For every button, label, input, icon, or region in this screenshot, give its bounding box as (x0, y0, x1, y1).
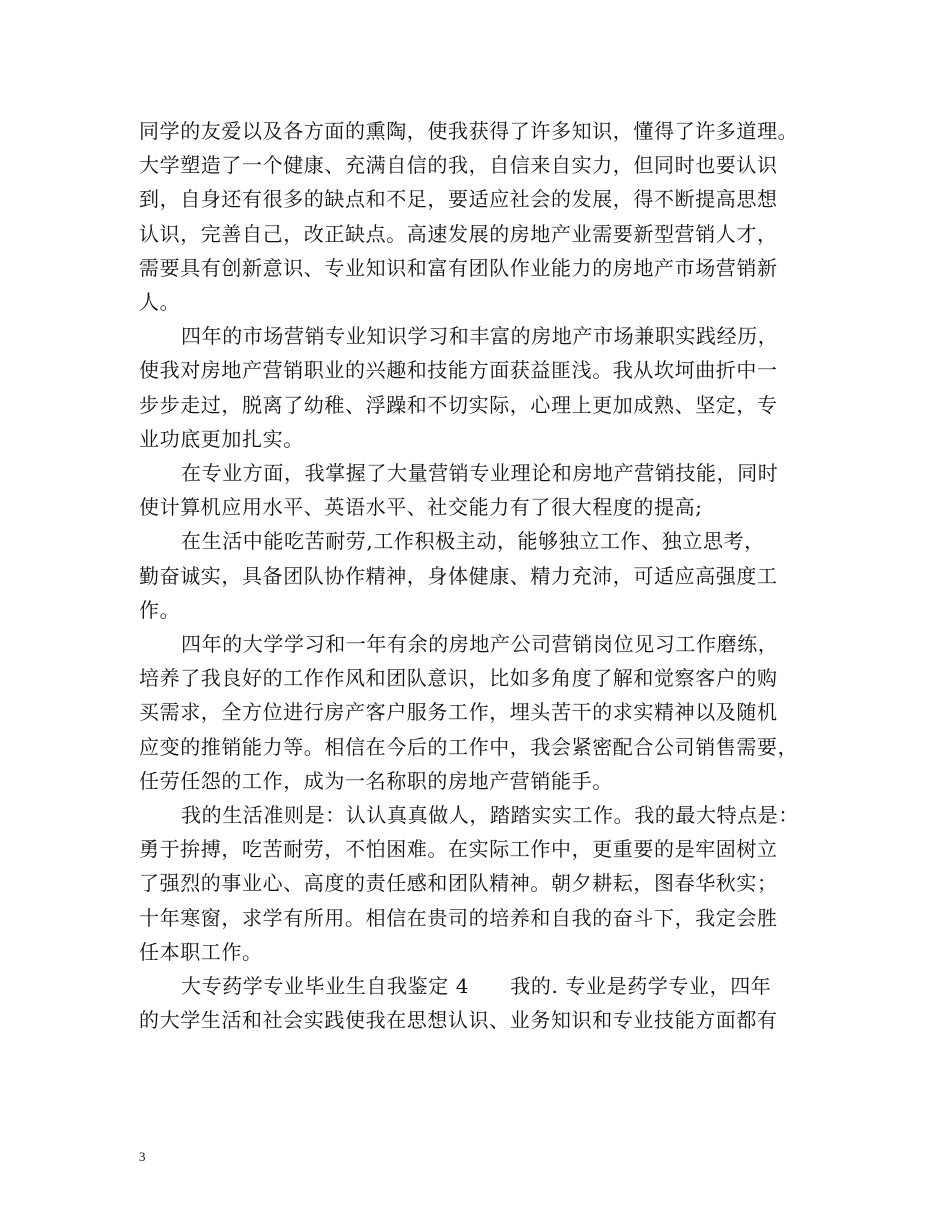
paragraph (139, 319, 829, 456)
text-line: 认识，完善自己，改正缺点。高速发展的房地产业需要新型营销人才， (139, 221, 778, 246)
text-line: 作。 (139, 597, 181, 622)
text-line: 业功底更加扎实。 (139, 426, 304, 451)
text-line: 四年的大学学习和一年有余的房地产公司营销岗位见习工作磨练， (181, 632, 779, 657)
text-line: 在专业方面，我掌握了大量营销专业理论和房地产营销技能，同时 (181, 461, 779, 486)
text-line: 十年寒窗，求学有所用。相信在贵司的培养和自我的奋斗下，我定会胜 (139, 905, 778, 930)
text-line: 的大学生活和社会实践使我在思想认识、业务知识和专业技能方面都有 (139, 1008, 778, 1033)
text-line: 四年的市场营销专业知识学习和丰富的房地产市场兼职实践经历， (181, 324, 779, 349)
text-line: 任劳任怨的工作，成为一名称职的房地产营销能手。 (139, 768, 613, 793)
text-line: 步步走过，脱离了幼稚、浮躁和不切实际，心理上更加成熟、坚定，专 (139, 392, 778, 417)
text-line: 勤奋诚实，具备团队协作精神，身体健康、精力充沛，可适应高强度工 (139, 563, 778, 588)
document-body (139, 114, 829, 1037)
text-line: 同学的友爱以及各方面的熏陶，使我获得了许多知识，懂得了许多道理。 (139, 119, 799, 143)
text-line: 任本职工作。 (139, 939, 263, 964)
text-line: 需要具有创新意识、专业知识和富有团队作业能力的房地产市场营销新 (139, 255, 778, 280)
text-line: 勇于拚搏，吃苦耐劳，不怕困难。在实际工作中，更重要的是牢固树立 (139, 837, 778, 862)
paragraph (139, 524, 829, 627)
text-line: 了强烈的事业心、高度的责任感和团队精神。朝夕耕耘，图春华秋实； (139, 871, 778, 896)
page-number: 3 (139, 1149, 146, 1164)
text-line: 买需求，全方位进行房产客户服务工作，埋头苦干的求实精神以及随机 (139, 700, 778, 725)
text-line: 使计算机应用水平、英语水平、社交能力有了很大程度的提高; (139, 495, 703, 520)
paragraph (139, 798, 829, 969)
text-line: 使我对房地产营销职业的兴趣和技能方面获益匪浅。我从坎坷曲折中一 (139, 358, 778, 383)
paragraph (139, 456, 829, 524)
text-line: 到，自身还有很多的缺点和不足，要适应社会的发展，得不断提高思想 (139, 187, 778, 212)
paragraph (139, 627, 829, 798)
text-line: 培养了我良好的工作作风和团队意识，比如多角度了解和觉察客户的购 (139, 666, 778, 691)
paragraph (139, 114, 829, 319)
text-line: 在生活中能吃苦耐劳,工作积极主动，能够独立工作、独立思考， (181, 529, 765, 554)
text-line: 应变的推销能力等。相信在今后的工作中，我会紧密配合公司销售需要， (139, 734, 799, 759)
text-line: 大专药学专业毕业生自我鉴定 4 我的. 专业是药学专业，四年 (181, 974, 772, 999)
text-line: 大学塑造了一个健康、充满自信的我，自信来自实力，但同时也要认识 (139, 153, 778, 178)
paragraph (139, 969, 829, 1037)
text-line: 人。 (139, 290, 181, 315)
text-line: 我的生活准则是：认认真真做人，踏踏实实工作。我的最大特点是： (181, 803, 799, 828)
